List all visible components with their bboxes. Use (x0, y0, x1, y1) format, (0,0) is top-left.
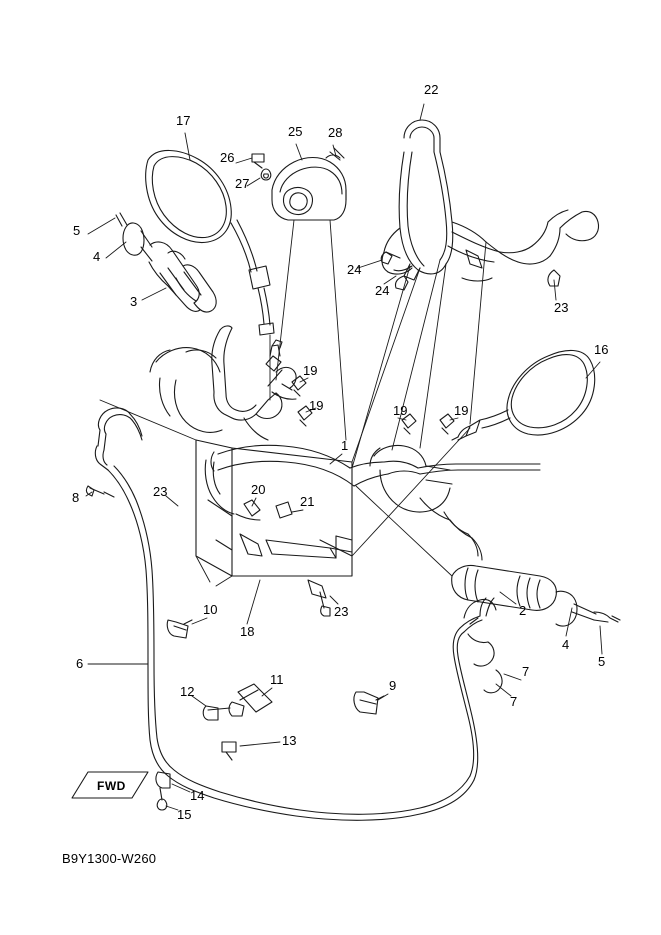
callout-19-d: 19 (454, 403, 469, 418)
callout-6: 6 (76, 656, 84, 671)
callout-7-a: 7 (522, 664, 530, 679)
callout-12: 12 (180, 684, 195, 699)
callout-8: 8 (72, 490, 80, 505)
callout-19-b: 19 (309, 398, 324, 413)
upper-cover (381, 120, 598, 290)
callout-21: 21 (300, 494, 315, 509)
clutch-cable (87, 408, 503, 820)
callout-5-right: 5 (598, 654, 606, 669)
callout-26: 26 (220, 150, 235, 165)
callout-24-a: 24 (347, 262, 362, 277)
leader-lines (86, 104, 602, 810)
meter-cover (252, 148, 346, 220)
callout-16: 16 (594, 342, 609, 357)
callout-7-b: 7 (510, 694, 518, 709)
callout-22: 22 (424, 82, 439, 97)
callout-1: 1 (341, 438, 349, 453)
part-number-label: B9Y1300-W260 (62, 851, 157, 866)
callout-20: 20 (251, 482, 266, 497)
callout-25: 25 (288, 124, 303, 139)
callout-4-left: 4 (93, 249, 101, 264)
handlebar-holder (196, 440, 352, 619)
callout-15: 15 (177, 807, 192, 822)
callout-4-right: 4 (562, 637, 570, 652)
callout-9: 9 (389, 678, 397, 693)
clamps-and-brackets (156, 620, 384, 810)
right-control-housing (370, 445, 482, 560)
callout-27: 27 (235, 176, 250, 191)
callout-24-b: 24 (375, 283, 390, 298)
callout-14: 14 (190, 788, 205, 803)
callout-10: 10 (203, 602, 218, 617)
callout-23-upper: 23 (554, 300, 569, 315)
callout-3: 3 (130, 294, 138, 309)
fwd-label: FWD (97, 779, 126, 793)
callout-23-left: 23 (153, 484, 168, 499)
callout-5-left: 5 (73, 223, 81, 238)
right-mirror-assembly (452, 350, 595, 440)
callout-11: 11 (270, 672, 284, 687)
callout-28: 28 (328, 125, 343, 140)
callout-19-c: 19 (393, 403, 408, 418)
callout-2: 2 (519, 603, 527, 618)
callout-17: 17 (176, 113, 191, 128)
callout-19-a: 19 (303, 363, 318, 378)
callout-18: 18 (240, 624, 255, 639)
left-mirror-assembly (146, 150, 274, 335)
callout-13: 13 (282, 733, 297, 748)
left-control-housing (150, 326, 296, 440)
callout-23-center: 23 (334, 604, 349, 619)
